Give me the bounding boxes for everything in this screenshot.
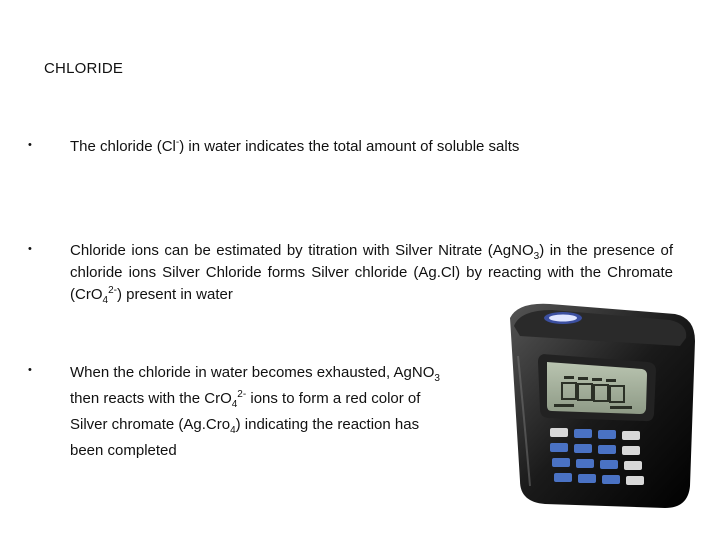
bullet-item-1: The chloride (Cl-) in water indicates the total amount of soluble salts [70,137,520,155]
bullet-marker: • [28,364,32,376]
bullet-item-3: When the chloride in water becomes exhausted, AgNO$_3$ then reacts with the CrO$_4^{2-}$ ions to form a red color of Silver chromate (Ag.Cro$_4$) indicating the reaction has been completed [70,364,440,459]
bullet-marker: • [28,243,32,255]
bullet-item-2: Chloride ions can be estimated by titration with Silver Nitrate (AgNO$_3$) in the presence of chloride ions Silver Chloride forms Silver chloride (Ag.Cl) by reacting with the Chromate (CrO$_4^{2-}$) present in water [70,242,673,306]
chloride-meter-device-image [490,296,710,516]
bullet-marker: • [28,139,32,151]
slide-title: CHLORIDE [44,60,124,77]
